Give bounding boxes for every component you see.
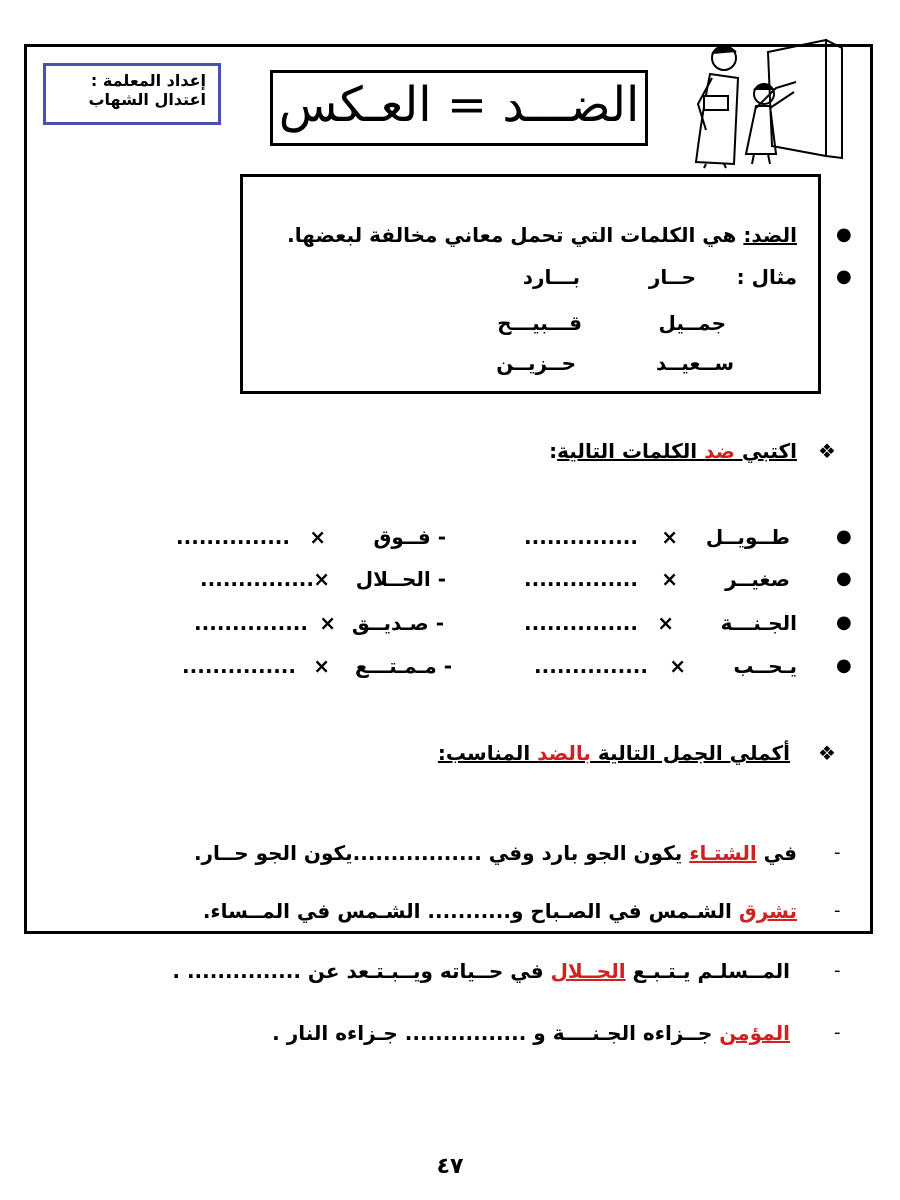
ex1-blank-4: ............... xyxy=(534,654,648,678)
example-opposite-3: حــزيــن xyxy=(496,351,576,375)
ex1-left-blank-4: ............... xyxy=(182,654,296,678)
ex1-times-2: × xyxy=(661,567,678,591)
ex1-left-word-2: - الحــلال xyxy=(355,567,446,591)
ex1-times-1: × xyxy=(661,525,678,549)
bullet-example: ● xyxy=(836,266,852,287)
ex1-left-word-4: - مـمـتـــع xyxy=(354,654,452,678)
ex1-left-blank-2: ............... xyxy=(200,567,314,591)
ex1-left-word-3: - صـديــق xyxy=(351,611,444,635)
author-label: إعداد المعلمة : xyxy=(90,71,206,90)
ex1-blank-3: ............... xyxy=(524,611,638,635)
definition-line xyxy=(287,222,797,248)
example-word-1: حــار xyxy=(648,265,696,289)
bullet-ex1-row2: ● xyxy=(836,568,852,589)
exercise1-instruction: اكتبي ضد الكلمات التالية: xyxy=(549,439,797,463)
ex1-times-3: × xyxy=(657,611,674,635)
example-opposite-2: قـــبيـــح xyxy=(497,311,582,335)
exercise2-instruction-before: أكملي الجمل التالية xyxy=(590,741,790,765)
ex1-blank-2: ............... xyxy=(524,567,638,591)
diamond-bullet-exercise1: ❖ xyxy=(818,439,836,463)
ex1-times-4: × xyxy=(669,654,686,678)
exercise2-instruction-after: المناسب: xyxy=(437,741,538,765)
ex1-blank-1: ............... xyxy=(524,525,638,549)
exercise1-instruction-text: اكتبي ضد الكلمات التالية xyxy=(557,439,797,463)
sentence-1: في الشتـاء يكون الجو بارد وفي .................يكون الجو حــار. xyxy=(193,841,797,865)
example-word-2: جمــيل xyxy=(658,311,726,335)
ex1-left-blank-3: ............... xyxy=(194,611,308,635)
bullet-definition: ● xyxy=(836,224,852,245)
ex1-word-4: يـحــب xyxy=(733,654,797,678)
sentence-3: المــسلـم يـتـبـع الحــلال في حــياته ويــبـتـعد عن ............... . xyxy=(172,959,790,983)
page-number: ٤٧ xyxy=(436,1154,464,1179)
title-box xyxy=(270,70,648,146)
author-name: اعتدال الشهاب xyxy=(88,90,206,109)
ex1-word-1: طــويــل xyxy=(705,525,790,549)
bullet-ex1-row1: ● xyxy=(836,526,852,547)
ex1-left-blank-1: ............... xyxy=(176,525,290,549)
example-word-3: ســعيــد xyxy=(655,351,734,375)
sentence-2: تشرق الشـمس في الصـباح و........... الشـمس في المــساء. xyxy=(202,899,797,923)
ex1-left-word-1: - فــوق xyxy=(373,525,446,549)
page-title: الضـــد = العـكس xyxy=(278,77,640,133)
bullet-ex1-row4: ● xyxy=(836,655,852,676)
ex1-left-times-2: × xyxy=(313,567,330,591)
dash-sentence-3: - xyxy=(834,960,841,981)
teacher-illustration xyxy=(676,34,846,169)
exercise2-instruction-red: بالضد xyxy=(537,741,591,765)
sentence-4: المؤمن جــزاءه الجـنــــة و ................ جـزاءه النار . xyxy=(272,1021,790,1045)
dash-sentence-2: - xyxy=(834,900,841,921)
dash-sentence-1: - xyxy=(834,842,841,863)
ex1-left-times-3: × xyxy=(319,611,336,635)
ex1-word-3: الجـنـــة xyxy=(720,611,797,635)
author-box xyxy=(43,63,221,125)
dash-sentence-4: - xyxy=(834,1022,841,1043)
example-opposite-1: بـــارد xyxy=(522,265,580,289)
exercise2-instruction xyxy=(438,740,790,766)
definition-term: الضد: xyxy=(743,223,797,247)
ex1-left-times-1: × xyxy=(309,525,326,549)
diamond-bullet-exercise2: ❖ xyxy=(818,741,836,765)
ex1-word-2: صغيــر xyxy=(725,567,790,591)
ex1-left-times-4: × xyxy=(313,654,330,678)
bullet-ex1-row3: ● xyxy=(836,612,852,633)
example-label: مثال : xyxy=(736,265,797,289)
definition-text: هي الكلمات التي تحمل معاني مخالفة لبعضها. xyxy=(287,223,744,247)
